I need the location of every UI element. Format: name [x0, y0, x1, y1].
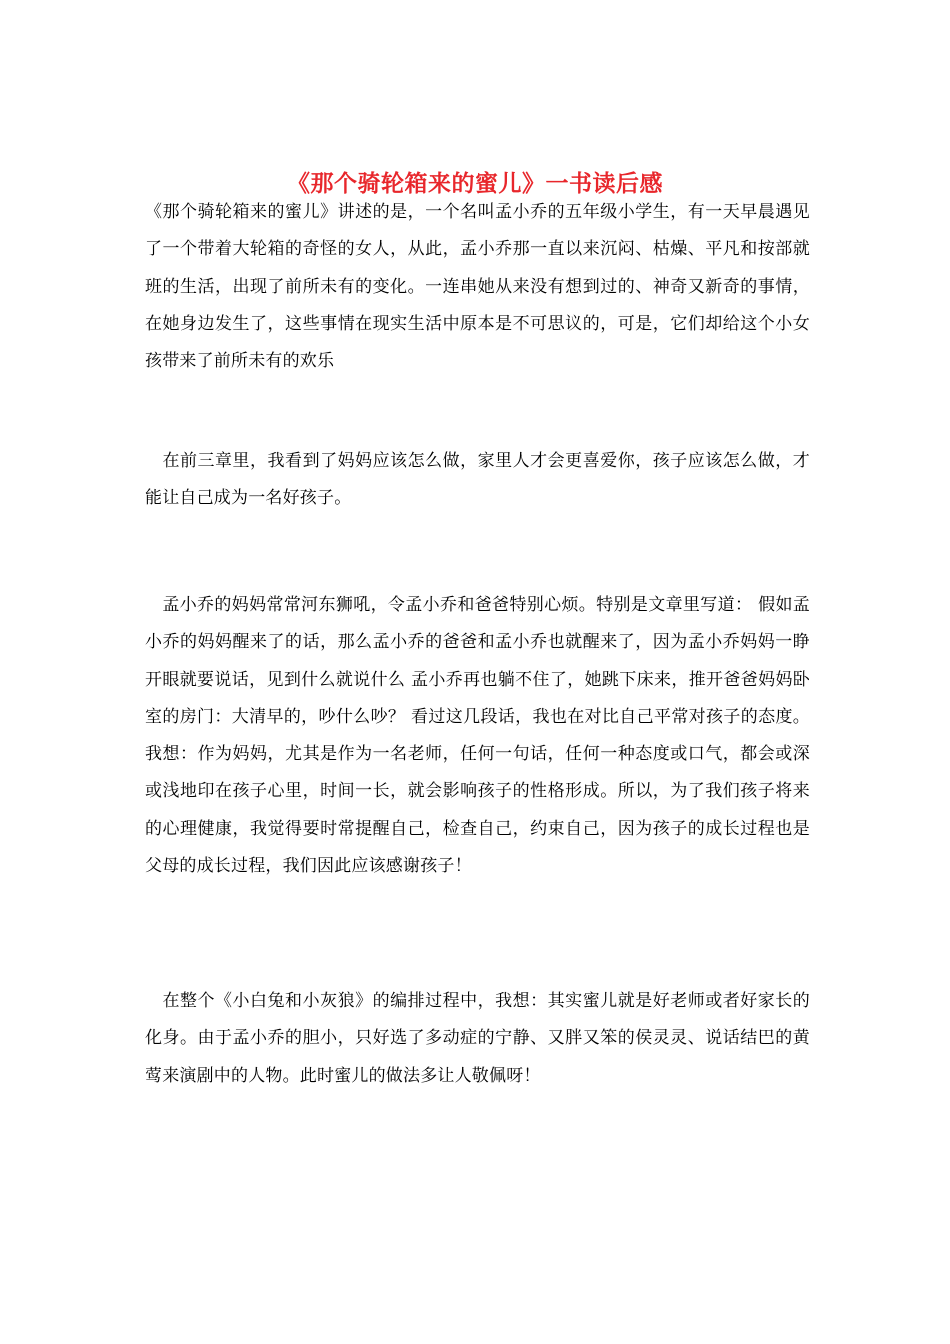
paragraph-intro: 《那个骑轮箱来的蜜儿》讲述的是，一个名叫孟小乔的五年级小学生，有一天早晨遇见了一个带着大轮箱的奇怪的女人，从此，孟小乔那一直以来沉闷、枯燥、平凡和按部就班的生活，出现了前所未有的变化。一连串她从来没有想到过的、神奇又新奇的事情，在她身边发生了，这些事情在现实生活中原本是不可思议的，可是，它们却给这个小女孩带来了前所未有的欢乐	[145, 202, 810, 372]
document-title: 《那个骑轮箱来的蜜儿》一书读后感	[287, 170, 663, 198]
paragraph-play-rehearsal: 在整个《小白兔和小灰狼》的编排过程中，我想：其实蜜儿就是好老师或者好家长的化身。由于孟小乔的胆小，只好选了多动症的宁静、又胖又笨的侯灵灵、说话结巴的黄莺来演剧中的人物。此时蜜儿的做法多让人敬佩呀！	[145, 991, 810, 1086]
paragraph-first-chapters: 在前三章里，我看到了妈妈应该怎么做，家里人才会更喜爱你，孩子应该怎么做，才能让自己成为一名好孩子。	[145, 451, 810, 509]
paragraph-mother-reflection: 孟小乔的妈妈常常河东狮吼，令孟小乔和爸爸特别心烦。特别是文章里写道： 假如孟小乔的妈妈醒来了的话，那么孟小乔的爸爸和孟小乔也就醒来了，因为孟小乔妈妈一睁开眼就要说话，见到什么就说什么 孟小乔再也躺不住了，她跳下床来，推开爸爸妈妈卧室的房门：大清早的，吵什么吵？ 看过这几段话，我也在对比自己平常对孩子的态度。我想：作为妈妈，尤其是作为一名老师，任何一句话，任何一种态度或口气，都会或深或浅地印在孩子心里，时间一长，就会影响孩子的性格形成。所以，为了我们孩子将来的心理健康，我觉得要时常提醒自己，检查自己，约束自己，因为孩子的成长过程也是父母的成长过程，我们因此应该感谢孩子！	[145, 595, 810, 877]
